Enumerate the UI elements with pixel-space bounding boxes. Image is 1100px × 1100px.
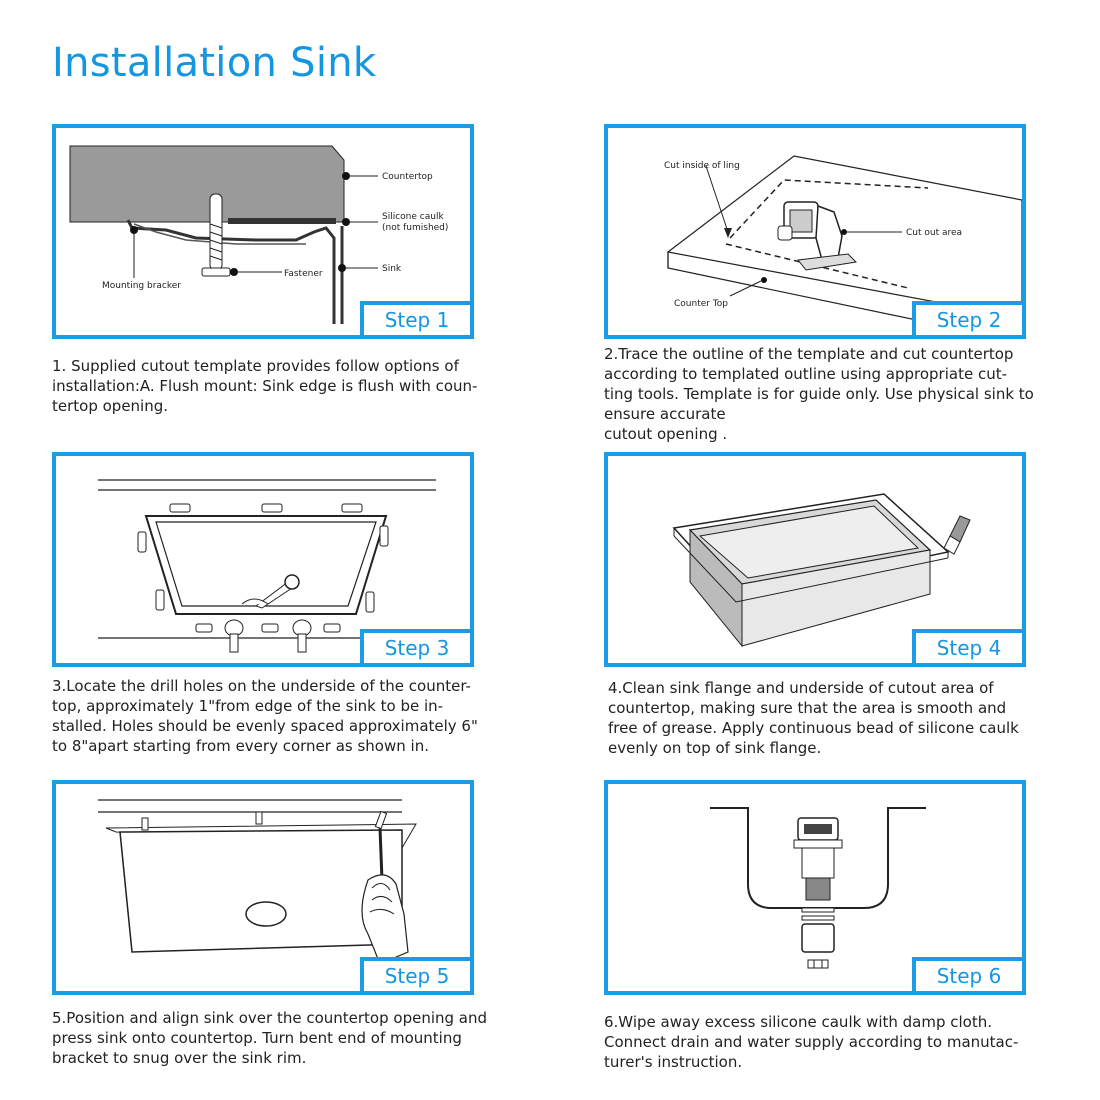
step-3-panel: [52, 452, 474, 667]
label-cut-inside: Cut inside of ling: [664, 161, 740, 171]
step-5-panel: [52, 780, 474, 995]
step-1-tag: Step 1: [360, 301, 474, 339]
step-4-panel: [604, 452, 1026, 667]
step-6-tag: Step 6: [912, 957, 1026, 995]
step-1-description: [52, 356, 488, 416]
step-6-text: 6.Wipe away excess silicone caulk with damp cloth. Connect drain and water supply according to manutac-turer's instruction.: [604, 1013, 1019, 1071]
step-3-tag: Step 3: [360, 629, 474, 667]
step-5-tag: Step 5: [360, 957, 474, 995]
step-3-text: 3.Locate the drill holes on the underside of the counter-top, approximately 1"from edge of the sink to be in-stalled. Holes should be evenly spaced approximately 6" to 8"apart starting from every corner as shown in.: [52, 677, 478, 755]
step-6-description: [604, 1012, 1034, 1072]
label-not-furnished: (not fumished): [382, 223, 449, 233]
label-bracket: Mounting bracker: [102, 281, 181, 291]
step-1-text: 1. Supplied cutout template provides follow options of installation:A. Flush mount: Sink edge is flush with coun-tertop opening.: [52, 357, 478, 415]
step-2-panel: [604, 124, 1026, 339]
step-6-panel: [604, 780, 1026, 995]
label-countertop: Countertop: [382, 172, 433, 182]
step-5-text: 5.Position and align sink over the countertop opening and press sink onto countertop. Turn bent end of mounting bracket to snug over the sink rim.: [52, 1009, 488, 1067]
step-2-tag: Step 2: [912, 301, 1026, 339]
page-title: Installation Sink: [52, 40, 377, 86]
step-1-panel: [52, 124, 474, 339]
label-silicone: Silicone caulk: [382, 212, 444, 222]
label-cut-out-area: Cut out area: [906, 228, 963, 238]
step-4-description: [608, 678, 1038, 758]
label-sink: Sink: [382, 264, 402, 274]
step-2-text: 2.Trace the outline of the template and cut countertop according to templated outline using appropriate cut-ting tools. Template is for guide only. Use physical sink to ensure accurate cutout opening .: [604, 345, 1034, 443]
step-3-description: [52, 676, 488, 756]
label-fastener: Fastener: [284, 269, 323, 279]
step-4-tag: Step 4: [912, 629, 1026, 667]
label-counter-top: Counter Top: [674, 299, 729, 309]
step-4-text: 4.Clean sink flange and underside of cutout area of countertop, making sure that the area is smooth and free of grease. Apply continuous bead of silicone caulk evenly on top of sink flange.: [608, 679, 1019, 757]
step-5-description: [52, 1008, 488, 1068]
step-2-description: [604, 344, 1034, 444]
